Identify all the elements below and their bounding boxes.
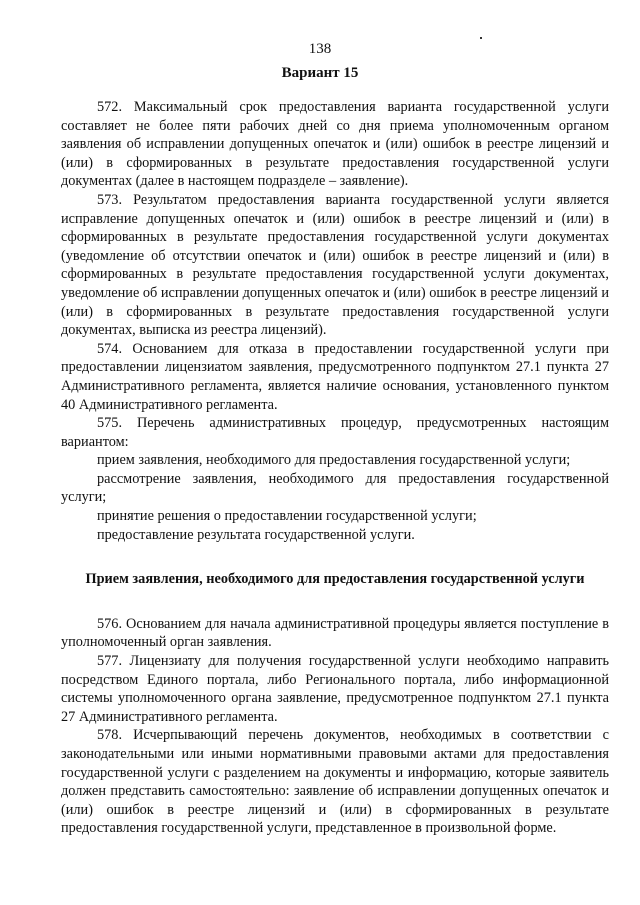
procedure-item: рассмотрение заявления, необходимого для предоставления государственной услуги;	[61, 470, 609, 506]
paragraph-572: 572. Максимальный срок предоставления варианта государственной услуги составляет не более пяти рабочих дней со дня приема уполномоченным органом заявления об исправлении допущенных опечаток и (или) ошибок в реестре лицензий и (или) в сформированных в результате предоставления государственной услуги документах (далее в настоящем подразделе – заявление).	[61, 99, 609, 190]
paragraph-574: 574. Основанием для отказа в предоставлении государственной услуги при предоставлении лицензиатом заявления, предусмотренного подпунктом 27.1 пункта 27 Административного регламента, является наличие основания, установленного пунктом 40 Административного регламента.	[61, 340, 609, 413]
paragraph-573: 573. Результатом предоставления варианта государственной услуги является исправление допущенных опечаток и (или) ошибок в реестре лицензий и (или) в сформированных в результате предоставления государственной услуги документах (уведомление об отсутствии опечаток и (или) ошибок в реестре лицензий и (или) в сформированных в результате предоставления государственной услуги документах, уведомление об исправлении допущенных опечаток и (или) ошибок в реестре лицензий и (или) в сформированных в результате предоставления государственной услуги документах, выписка из реестра лицензий).	[61, 191, 609, 339]
procedure-item: принятие решения о предоставлении государственной услуги;	[97, 508, 477, 525]
scan-speck	[480, 37, 482, 39]
paragraph-576: 576. Основанием для начала административной процедуры является поступление в уполномоченный орган заявления.	[61, 615, 609, 651]
procedure-item: предоставление результата государственной услуги.	[97, 526, 415, 543]
page-number: 138	[308, 41, 332, 57]
paragraph-577: 577. Лицензиату для получения государственной услуги необходимо направить посредством Единого портала, либо Регионального портала, либо информационной системы уполномоченного органа заявление, предусмотренное подпунктом 27.1 пункта 27 Административного регламента.	[61, 653, 609, 725]
section-title: Вариант 15	[281, 65, 359, 81]
document-body	[61, 98, 609, 838]
paragraph-575: 575. Перечень административных процедур, предусмотренных настоящим вариантом:	[61, 415, 609, 450]
subsection-heading: Прием заявления, необходимого для предоставления государственной услуги	[85, 571, 585, 588]
paragraph-578: 578. Исчерпывающий перечень документов, необходимых в соответствии с законодательными или иными нормативными правовыми актами для предоставления государственной услуги с разделением на документы и информацию, которые заявитель должен представить самостоятельно: заявление об исправлении допущенных опечаток и (или) ошибок в реестре лицензий и (или) в сформированных в результате предоставления государственной услуги, представленное в произвольной форме.	[61, 727, 609, 837]
procedure-item: прием заявления, необходимого для предоставления государственной услуги;	[97, 452, 571, 469]
